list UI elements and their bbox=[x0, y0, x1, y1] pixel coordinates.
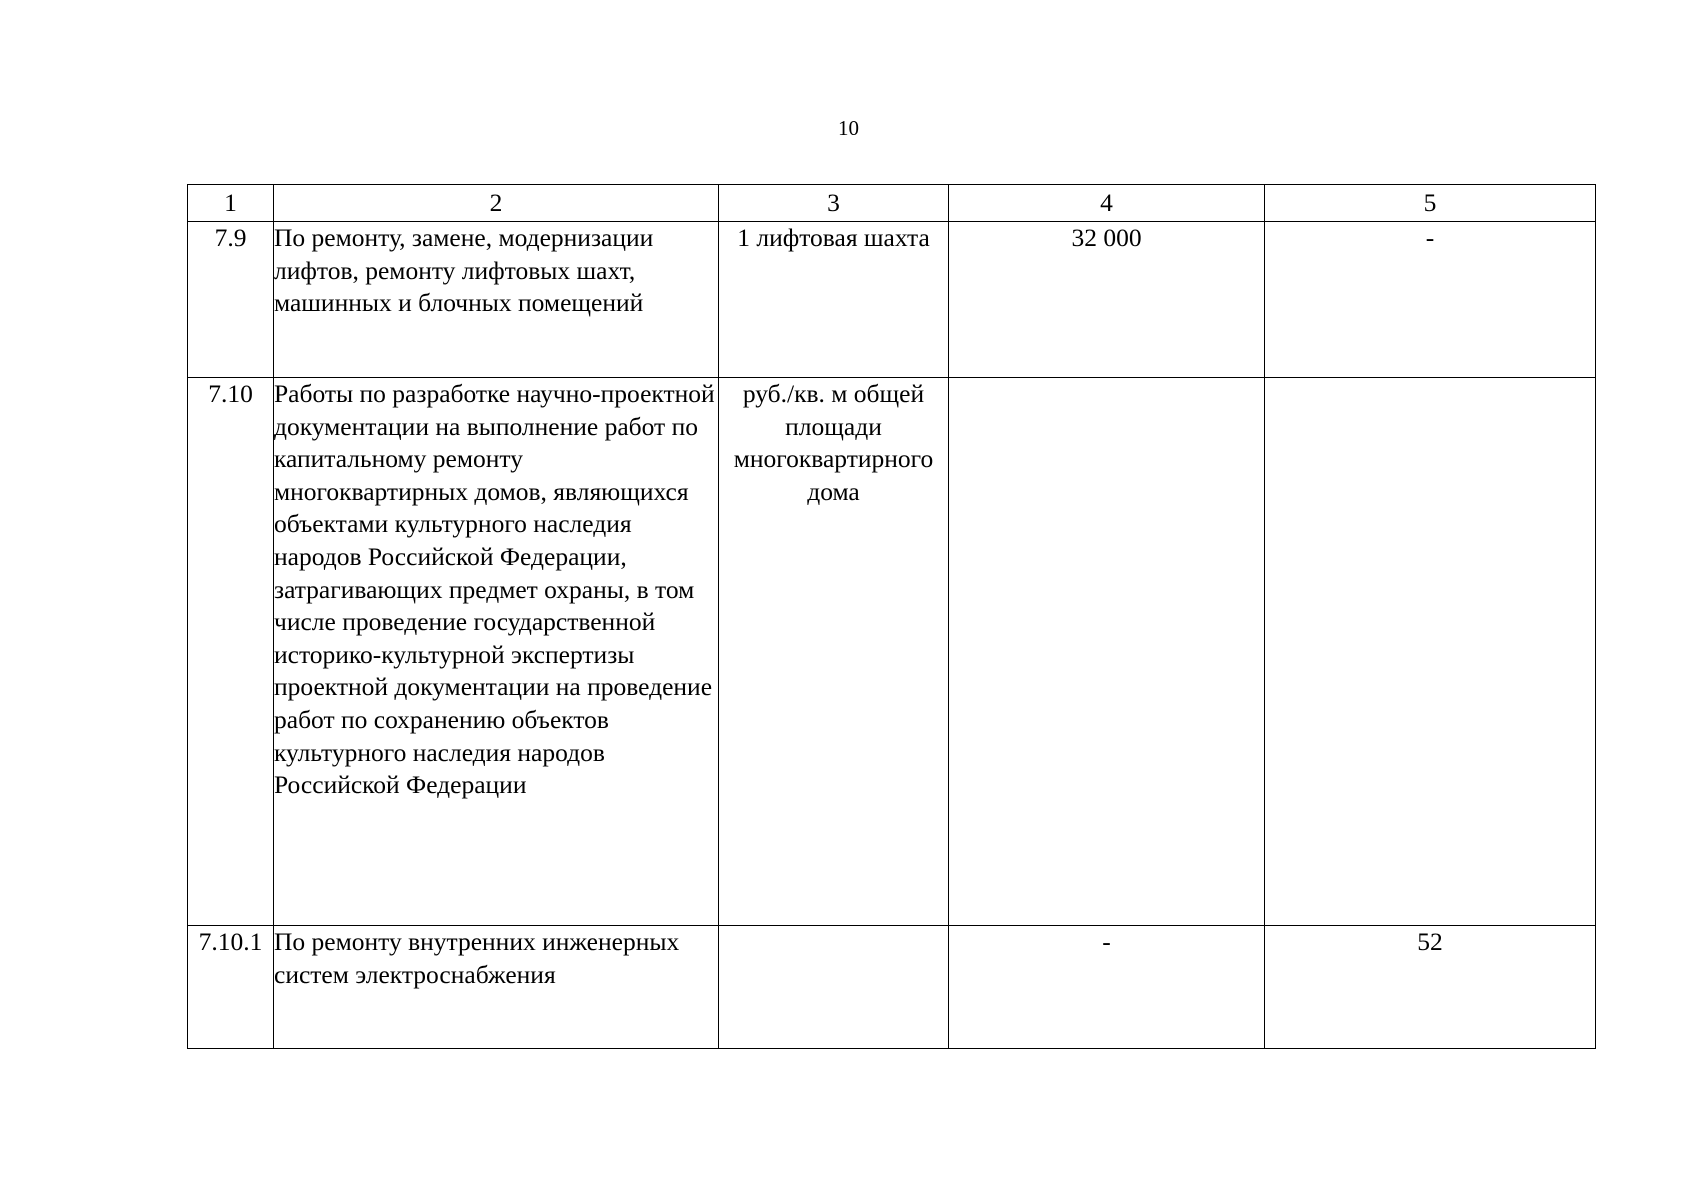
row-value-col5 bbox=[1265, 378, 1596, 926]
header-cell-4: 4 bbox=[949, 185, 1265, 222]
row-number: 7.10 bbox=[188, 378, 274, 926]
rates-table bbox=[187, 184, 1596, 1049]
header-cell-5: 5 bbox=[1265, 185, 1596, 222]
page-number: 10 bbox=[838, 116, 859, 140]
row-value-col5: - bbox=[1265, 222, 1596, 378]
row-number: 7.10.1 bbox=[188, 926, 274, 1049]
row-description: По ремонту внутренних инженерных систем электроснабжения bbox=[274, 926, 719, 1049]
header-cell-3: 3 bbox=[719, 185, 949, 222]
row-unit bbox=[719, 926, 949, 1049]
table-row bbox=[188, 926, 1596, 1049]
row-value-col4: 32 000 bbox=[949, 222, 1265, 378]
row-number: 7.9 bbox=[188, 222, 274, 378]
header-cell-2: 2 bbox=[274, 185, 719, 222]
header-cell-1: 1 bbox=[188, 185, 274, 222]
table-row bbox=[188, 378, 1596, 926]
row-unit: руб./кв. м общей площади многоквартирного дома bbox=[719, 378, 949, 926]
row-value-col4 bbox=[949, 378, 1265, 926]
row-description: По ремонту, замене, модернизации лифтов, ремонту лифтовых шахт, машинных и блочных помещений bbox=[274, 222, 719, 378]
row-description: Работы по разработке научно-проектной документации на выполнение работ по капитальному ремонту многоквартирных домов, являющихся объектами культурного наследия народов Российской Федерации, затрагивающих предмет охраны, в том числе проведение государственной историко-культурной экспертизы проектной документации на проведение работ по сохранению объектов культурного наследия народов Российской Федерации bbox=[274, 378, 719, 926]
row-value-col4: - bbox=[949, 926, 1265, 1049]
table-header-row bbox=[188, 185, 1596, 222]
table-row bbox=[188, 222, 1596, 378]
row-value-col5: 52 bbox=[1265, 926, 1596, 1049]
row-unit: 1 лифтовая шахта bbox=[719, 222, 949, 378]
